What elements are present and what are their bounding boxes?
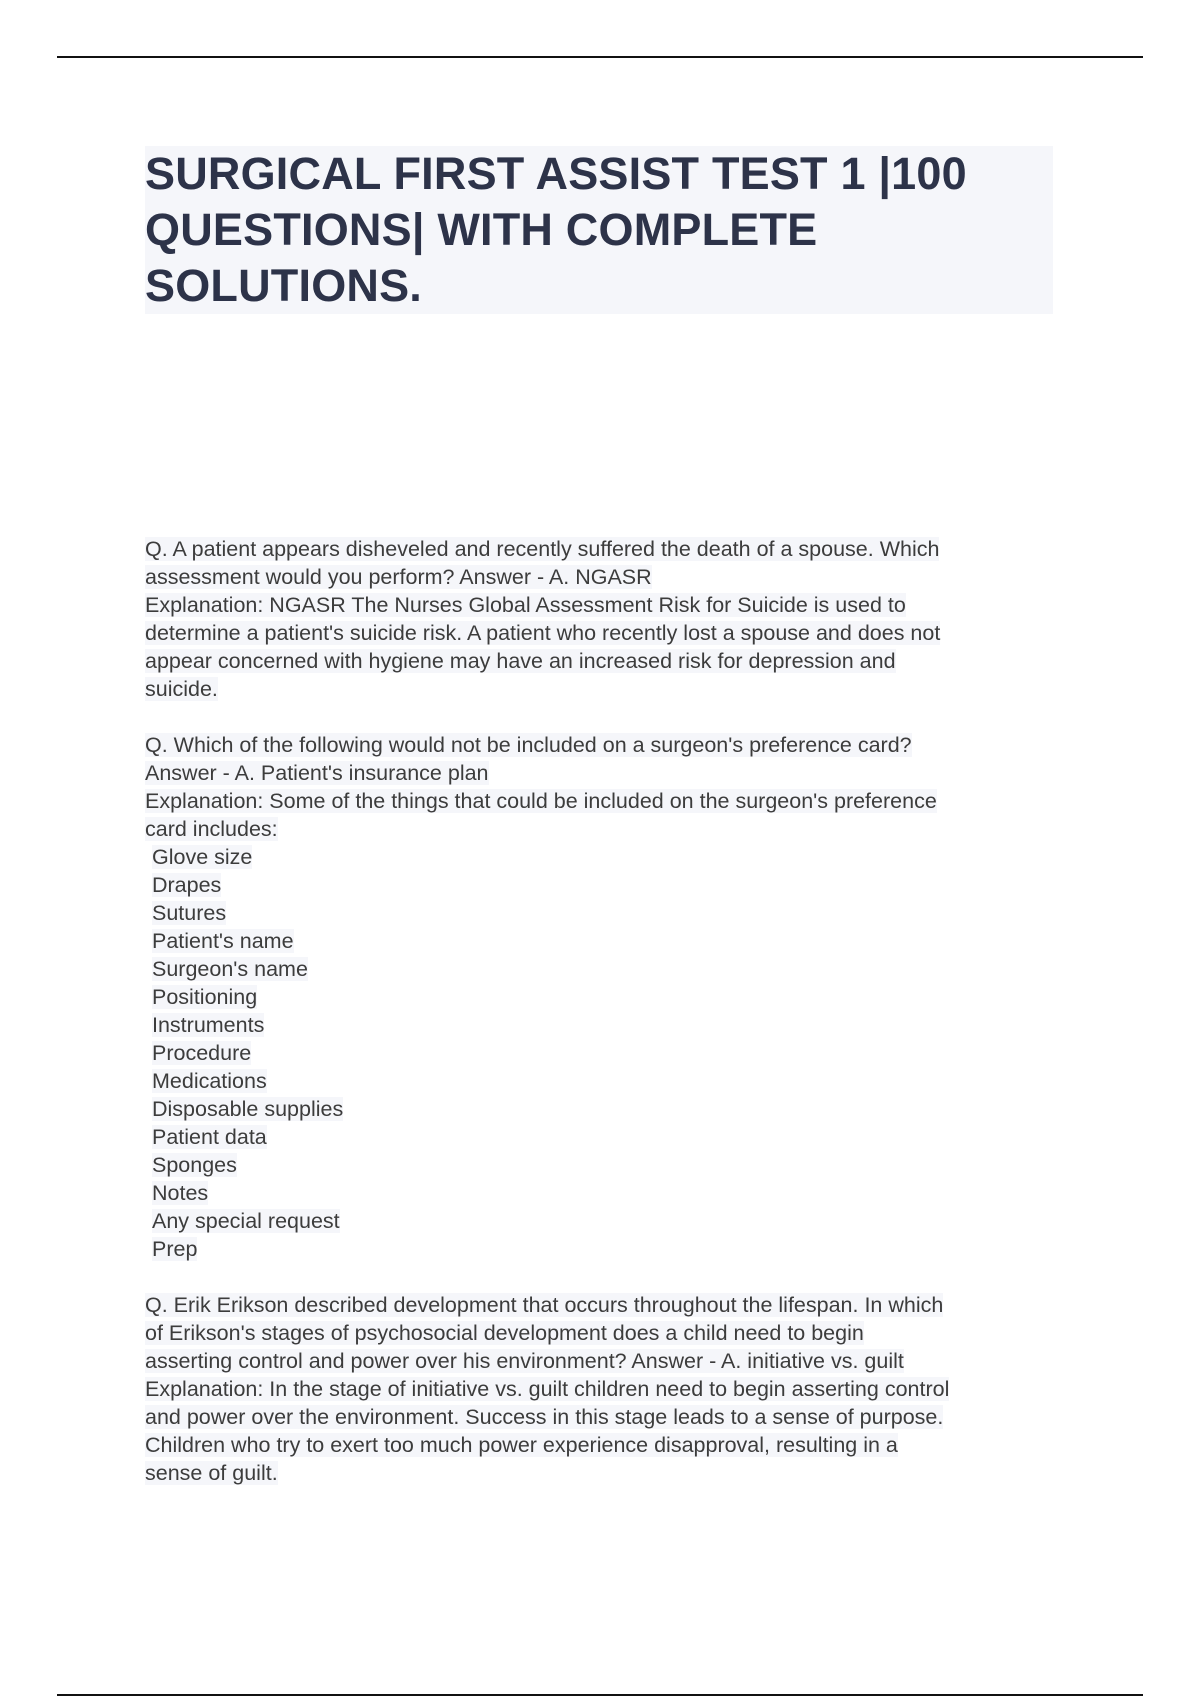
text-line: assessment would you perform? Answer - A. NGASR bbox=[145, 565, 652, 589]
list-item: Sutures bbox=[152, 901, 227, 925]
list-item: Notes bbox=[152, 1181, 209, 1205]
title-line: SOLUTIONS. bbox=[145, 260, 423, 311]
list-item: Procedure bbox=[152, 1041, 252, 1065]
list-item: Drapes bbox=[152, 873, 222, 897]
text-line: determine a patient's suicide risk. A patient who recently lost a spouse and does not bbox=[145, 621, 941, 645]
list-item: Patient's name bbox=[152, 929, 294, 953]
list-item: Prep bbox=[152, 1237, 198, 1261]
paragraph-gap bbox=[145, 1263, 1075, 1291]
text-line: card includes: bbox=[145, 817, 278, 841]
text-line: of Erikson's stages of psychosocial development does a child need to begin bbox=[145, 1321, 864, 1345]
list-item: Any special request bbox=[152, 1209, 340, 1233]
list-item: Positioning bbox=[152, 985, 258, 1009]
list-item: Patient data bbox=[152, 1125, 267, 1149]
text-line: and power over the environment. Success in this stage leads to a sense of purpose. bbox=[145, 1405, 944, 1429]
footer-rule bbox=[57, 1694, 1143, 1696]
paragraph-gap bbox=[145, 703, 1075, 731]
title-line: SURGICAL FIRST ASSIST TEST 1 |100 bbox=[145, 148, 967, 199]
text-line: Q. Which of the following would not be included on a surgeon's preference card? bbox=[145, 733, 912, 757]
question-block-3 bbox=[145, 1291, 1075, 1487]
list-item: Surgeon's name bbox=[152, 957, 308, 981]
header-rule bbox=[57, 56, 1143, 58]
text-line: appear concerned with hygiene may have an increased risk for depression and bbox=[145, 649, 896, 673]
text-line: Children who try to exert too much power experience disapproval, resulting in a bbox=[145, 1433, 898, 1457]
text-line: suicide. bbox=[145, 677, 218, 701]
text-line: asserting control and power over his environment? Answer - A. initiative vs. guilt bbox=[145, 1349, 904, 1373]
document-title bbox=[145, 146, 1053, 314]
text-line: Answer - A. Patient's insurance plan bbox=[145, 761, 489, 785]
title-line: QUESTIONS| WITH COMPLETE bbox=[145, 204, 818, 255]
list-item: Instruments bbox=[152, 1013, 265, 1037]
text-line: Explanation: NGASR The Nurses Global Assessment Risk for Suicide is used to bbox=[145, 593, 906, 617]
document-body bbox=[145, 535, 1075, 1487]
question-block-1 bbox=[145, 535, 1075, 703]
list-item: Sponges bbox=[152, 1153, 237, 1177]
text-line: Explanation: In the stage of initiative vs. guilt children need to begin asserting control bbox=[145, 1377, 950, 1401]
question-block-2 bbox=[145, 731, 1075, 1263]
list-item: Medications bbox=[152, 1069, 267, 1093]
list-item: Glove size bbox=[152, 845, 253, 869]
list-item: Disposable supplies bbox=[152, 1097, 344, 1121]
text-line: Explanation: Some of the things that could be included on the surgeon's preference bbox=[145, 789, 937, 813]
text-line: sense of guilt. bbox=[145, 1461, 278, 1485]
text-line: Q. Erik Erikson described development that occurs throughout the lifespan. In which bbox=[145, 1293, 944, 1317]
text-line: Q. A patient appears disheveled and recently suffered the death of a spouse. Which bbox=[145, 537, 940, 561]
